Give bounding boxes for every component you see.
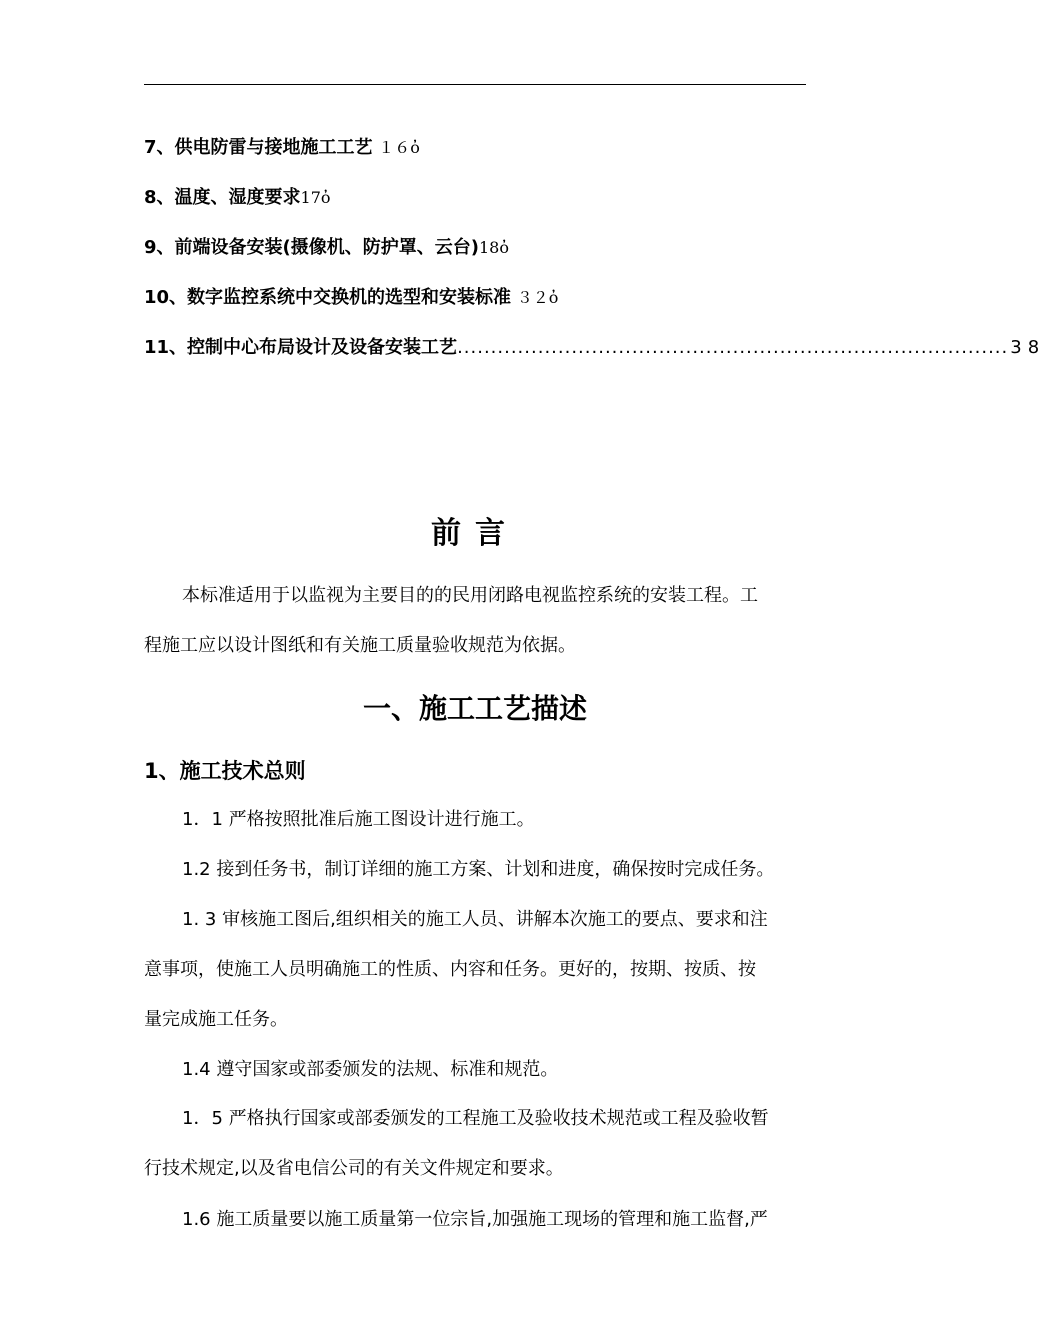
body-line: 1. 3 审核施工图后,组织相关的施工人员、讲解本次施工的要点、要求和注 bbox=[182, 909, 768, 930]
body-line: 行技术规定,以及省电信公司的有关文件规定和要求。 bbox=[144, 1158, 564, 1179]
toc-leader-dots: .................................................................................. bbox=[457, 337, 1009, 358]
toc-item-page: ３２ bbox=[516, 288, 549, 307]
toc-item-suffix: ὀ bbox=[320, 188, 331, 207]
toc-item-label: 10、数字监控系统中交换机的选型和安装标准 bbox=[144, 287, 512, 308]
toc-item-11[interactable] bbox=[144, 336, 1045, 360]
body-line: 1.6 施工质量要以施工质量第一位宗旨,加强施工现场的管理和施工监督,严 bbox=[182, 1209, 768, 1230]
toc-item-page: 18 bbox=[478, 238, 500, 257]
toc-item-suffix: ὀ bbox=[499, 238, 509, 257]
toc-item-label: 9、前端设备安装(摄像机、防护罩、云台) bbox=[144, 237, 479, 258]
preface-paragraph-line-1: 本标准适用于以监视为主要目的的民用闭路电视监控系统的安装工程。工 bbox=[182, 585, 758, 606]
preface-title: 前言 bbox=[431, 516, 519, 551]
body-line: 1.2 接到任务书，制订详细的施工方案、计划和进度，确保按时完成任务。 bbox=[182, 859, 775, 880]
toc-item-7[interactable] bbox=[144, 136, 420, 160]
toc-item-suffix: ὀ bbox=[410, 138, 420, 157]
body-line: 1．5 严格执行国家或部委颁发的工程施工及验收技术规范或工程及验收暂 bbox=[182, 1108, 769, 1129]
body-line: 1．1 严格按照批准后施工图设计进行施工。 bbox=[182, 809, 535, 830]
toc-item-suffix: ὀ bbox=[548, 288, 559, 307]
subsection-title: 1、施工技术总则 bbox=[144, 759, 306, 783]
toc-item-label: 7、供电防雷与接地施工工艺 bbox=[144, 137, 373, 158]
header-rule bbox=[144, 84, 806, 85]
toc-item-label: 8、温度、湿度要求 bbox=[144, 187, 301, 208]
preface-paragraph-line-2: 程施工应以设计图纸和有关施工质量验收规范为依据。 bbox=[144, 635, 576, 656]
toc-item-page: 17 bbox=[300, 188, 321, 207]
section-title: 一、施工工艺描述 bbox=[362, 692, 587, 725]
body-line: 1.4 遵守国家或部委颁发的法规、标准和规范。 bbox=[182, 1059, 559, 1080]
toc-item-9[interactable] bbox=[144, 236, 509, 260]
body-line: 量完成施工任务。 bbox=[144, 1009, 288, 1030]
toc-item-label: 11、控制中心布局设计及设备安装工艺 bbox=[144, 337, 458, 358]
toc-item-10[interactable] bbox=[144, 286, 558, 310]
body-line: 意事项，使施工人员明确施工的性质、内容和任务。更好的，按期、按质、按 bbox=[144, 959, 756, 980]
toc-item-page: １６ bbox=[378, 138, 411, 157]
toc-item-page: 38 bbox=[1010, 337, 1045, 358]
toc-item-8[interactable] bbox=[144, 186, 331, 210]
